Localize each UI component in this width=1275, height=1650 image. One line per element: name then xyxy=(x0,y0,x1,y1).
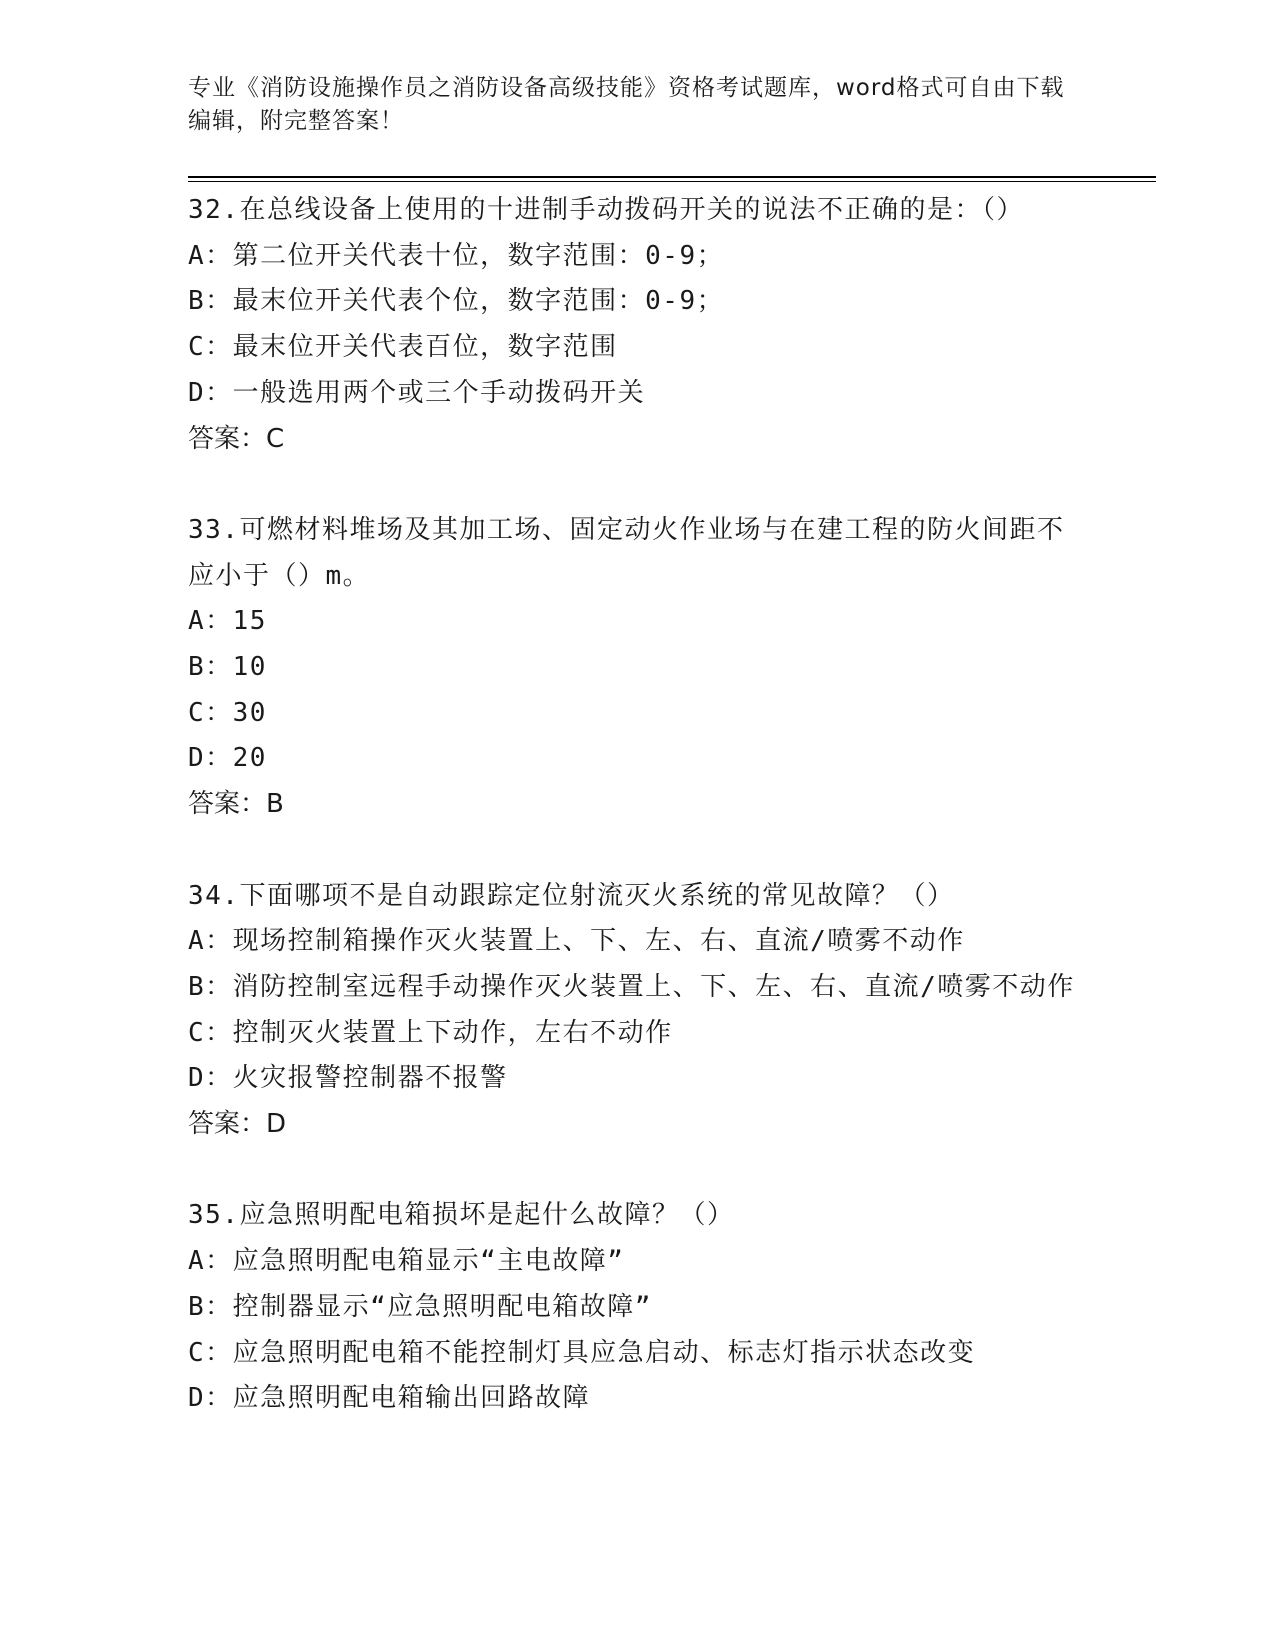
question-34 xyxy=(188,874,1088,1148)
question-32 xyxy=(188,188,1088,462)
option-a: A：现场控制箱操作灭火装置上、下、左、右、直流/喷雾不动作 xyxy=(188,926,965,957)
question-list xyxy=(188,188,1088,1422)
header-divider-thick xyxy=(188,176,1156,178)
option-c: C：30 xyxy=(188,697,267,728)
option-d: D：20 xyxy=(188,743,267,774)
option-c: C：应急照明配电箱不能控制灯具应急启动、标志灯指示状态改变 xyxy=(188,1337,976,1368)
option-a: A：第二位开关代表十位，数字范围：0-9； xyxy=(188,240,725,271)
option-b: B：最末位开关代表个位，数字范围：0-9； xyxy=(188,286,725,317)
option-b: B：消防控制室远程手动操作灭火装置上、下、左、右、直流/喷雾不动作 xyxy=(188,971,1075,1002)
question-stem: 32.在总线设备上使用的十进制手动拨码开关的说法不正确的是：（） xyxy=(188,195,1024,225)
answer-text: 答案：C xyxy=(188,423,285,454)
option-b: B：10 xyxy=(188,652,267,683)
option-b: B：控制器显示“应急照明配电箱故障” xyxy=(188,1291,652,1322)
question-35 xyxy=(188,1193,1088,1422)
option-d: D：火灾报警控制器不报警 xyxy=(188,1063,508,1094)
question-spacer xyxy=(188,828,1088,874)
question-spacer xyxy=(188,1148,1088,1194)
option-c: C：最末位开关代表百位，数字范围 xyxy=(188,332,618,363)
question-stem: 33.可燃材料堆场及其加工场、固定动火作业场与在建工程的防火间距不应小于（）m。 xyxy=(188,514,1065,591)
document-intro-note: 专业《消防设施操作员之消防设备高级技能》资格考试题库，word格式可自由下载编辑，附完整答案！ xyxy=(188,75,1065,134)
question-spacer xyxy=(188,462,1088,508)
option-a: A：15 xyxy=(188,606,267,637)
question-stem: 34.下面哪项不是自动跟踪定位射流灭火系统的常见故障？（） xyxy=(188,880,955,911)
option-d: D：应急照明配电箱输出回路故障 xyxy=(188,1383,591,1414)
answer-text: 答案：D xyxy=(188,1109,287,1140)
question-stem: 35.应急照明配电箱损坏是起什么故障？（） xyxy=(188,1200,735,1231)
option-c: C：控制灭火装置上下动作，左右不动作 xyxy=(188,1017,673,1048)
option-a: A：应急照明配电箱显示“主电故障” xyxy=(188,1246,625,1277)
question-33 xyxy=(188,508,1088,828)
option-d: D：一般选用两个或三个手动拨码开关 xyxy=(188,377,646,408)
answer-text: 答案：B xyxy=(188,789,284,820)
header-divider-thin xyxy=(188,181,1156,182)
